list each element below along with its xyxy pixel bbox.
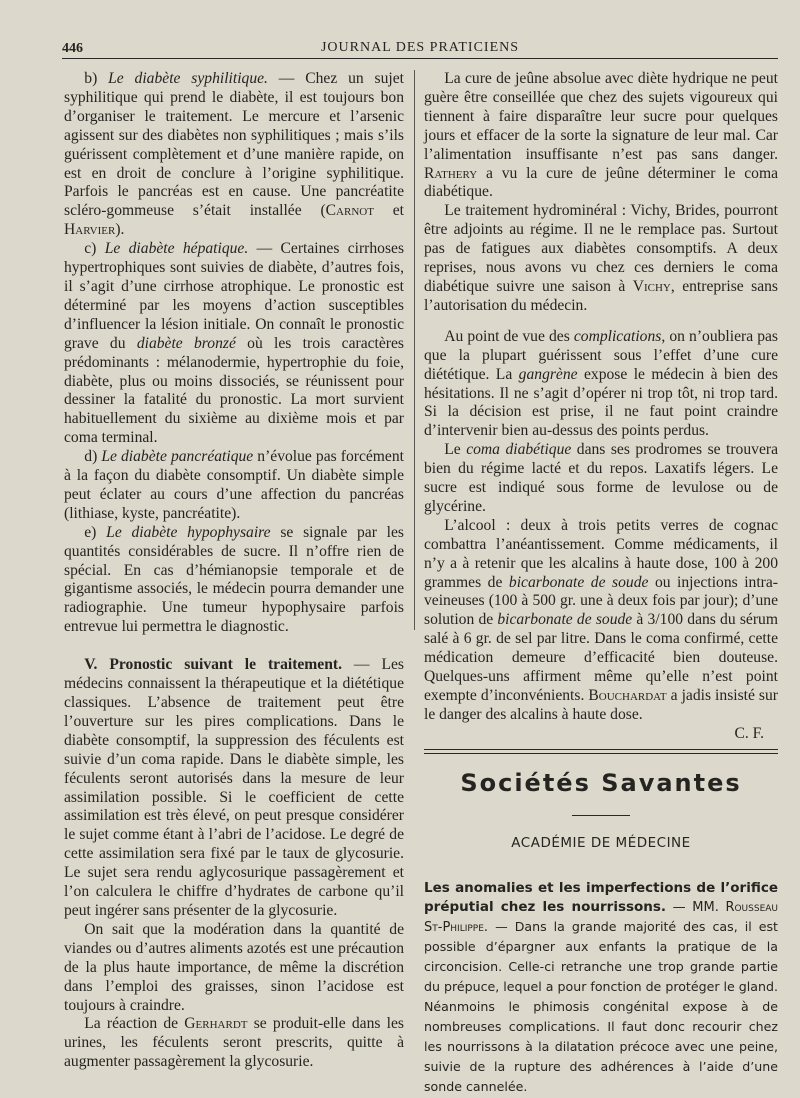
left-column — [64, 70, 404, 1072]
page-header — [62, 36, 778, 59]
academy-heading: ACADÉMIE DE MÉDECINE — [511, 834, 691, 851]
right-column — [424, 70, 778, 1098]
article-block — [424, 879, 778, 1098]
section-heading: V. Pronostic suivant le traitement. — [84, 656, 342, 674]
column-divider — [414, 70, 415, 630]
author-name: Gerhardt — [184, 1015, 248, 1033]
author-name: Carnot — [325, 202, 374, 220]
journal-title: JOURNAL DES PRATICIENS — [320, 40, 520, 55]
paragraph-alcool: L’alcool : deux à trois petits verres de cognac combattra l’anéantissement. Comme médicaments, il n’y a à retenir que les alcalins à haute dose, 100 à 200 grammes de bicarbonate de soude ou injections intra-veineuses (100 à 500 gr. une à deux fois par jour); d’une solution de bicarbonate de soude à 3/100 dans du sérum salé à 6 gr. de sel par litre. Dans le coma confirmé, cette médication demeure d’efficacité bien douteuse. Quelques-uns affirment même qu’elle n’est point exempte d’inconvénients. Bouchardat a jadis insisté sur le danger des alcalins à haute dose. — [424, 516, 778, 723]
paragraph-moderation: On sait que la modération dans la quantité de viandes ou d’autres aliments azotés est une précaution de la plus haute importance, de même la discrétion dans l’emploi des graisses, sinon l’acidose est toujours à craindre. — [64, 920, 404, 1014]
place-name: Vichy — [632, 277, 671, 295]
subsection-title: Le diabète hépatique. — [104, 240, 249, 258]
paragraph-coma: Le coma diabétique dans ses prodromes se trouvera bien du régime lacté et du repos. Laxatifs légers. Le sucre est indiqué sous forme de levulose ou de glycérine. — [424, 441, 778, 515]
paragraph-cure-jeune: La cure de jeûne absolue avec diète hydrique ne peut guère être conseillée que chez des sujets vigoureux qui tiennent à faire disparaître leur sucre pour quelques jours et effacer de la sorte la signature de leur mal. Car l’alimentation insuffisante n’est pas sans danger. Rathery a vu la cure de jeûne déterminer le coma diabétique. — [424, 70, 778, 201]
subsection-title: Le diabète hypophysaire — [106, 523, 271, 541]
paragraph-complications: Au point de vue des complications, on n’oubliera pas que la plupart guérissent sous l’effet d’une cure diététique. La gangrène expose le médecin à bien des hésitations. Il ne s’agit d’opérer ni trop tôt, ni trop tard. Si la décision est prise, il ne faut point craindre d’intervenir bien au-dessus des points perdus. — [424, 327, 778, 440]
paragraph-diabete-pancreatique: d) Le diabète pancréatique n’évolue pas forcément à la façon du diabète consomptif. Un diabète simple peut éclater au cours d’une affection du pancréas (lithiase, kyste, pancréatite). — [64, 448, 404, 522]
paragraph-gerhardt: La réaction de Gerhardt se produit-elle dans les urines, les féculents seront prescrits, quitte à augmenter passagèrement la glycosurie. — [64, 1015, 404, 1071]
author-name: Harvier — [64, 221, 116, 239]
paragraph-diabete-hepatique: c) Le diabète hépatique. — Certaines cirrhoses hypertrophiques sont suivies de diabète, d’autres fois, il s’agit d’une cirrhose atrophique. Le pronostic est déterminé par les moyens d’action susceptibles d’influencer la lésion initiale. On connaît le pronostic grave du diabète bronzé où les trois caractères prédominants : mélanodermie, hypertrophie du foie, diabète, plus ou moins dissociés, se réunissent pour dessiner la fatalité du pronostic. La mort survient habituellement du sixième au dixième mois et par coma terminal. — [64, 240, 405, 447]
paragraph-diabete-syphilitique: b) Le diabète syphilitique. — Chez un sujet syphilitique qui prend le diabète, il est toujours bon d’organiser le traitement. Le mercure et l’arsenic agissent sur des diabètes non syphilitiques ; mais s’ils guérissent complètement et d’une manière rapide, on est en droit de conclure à l’origine syphilitique. Parfois le pancréas est en cause. Une pancréatite scléro-gommeuse s’était installée (Carnot et Harvier). — [64, 70, 405, 239]
subsection-title: Le diabète syphilitique. — [108, 70, 268, 87]
article-authors: Rousseau St-Philippe. — [424, 900, 778, 936]
section-title: Sociétés Savantes — [460, 768, 742, 797]
subsection-title: Le diabète pancréatique — [101, 448, 254, 466]
author-name: Rathery — [424, 164, 478, 182]
section-rule — [424, 749, 778, 754]
paragraph-hydromineral: Le traitement hydrominéral : Vichy, Brides, pourront être adjoints au régime. Il ne le remplace pas. Surtout pas de fatigues aux diabètes consomptifs. A deux reprises, nous avons vu chez ces derniers le coma diabétique suivre une saison à Vichy, entreprise sans l’autorisation du médecin. — [424, 202, 778, 314]
author-name: Bouchardat — [588, 687, 667, 704]
article-paragraph: Les anomalies et les imperfections de l’orifice préputial chez les nourrissons. — MM. Rousseau St-Philippe. — Dans la grande majorité des cas, il est possible d’épargner aux enfants la pratique de la circoncision. Celle-ci retranche une trop grande partie du prépuce, lequel a pour fonction de protéger le gland. Néanmoins le phimosis congénital expose à de nombreuses complications. Il faut donc recourir chez les nourrissons à la dilatation précoce avec une peine, suivie de la rupture des adhérences à l’aide d’une sonde cannelée. — [424, 879, 778, 1094]
article-title: Les anomalies et les imperfections de l’orifice préputial chez les nourrissons. — [424, 879, 778, 916]
paragraph-diabete-hypophysaire: e) Le diabète hypophysaire se signale par les quantités considérables de sucre. Il n’offre rien de spécial. En cas d’hémianopsie temporale et de gigantisme associés, le médecin pourra demander une radiographie. Une tumeur hypophysaire parfois entrevue lui permettra le diagnostic. — [64, 523, 404, 636]
paragraph-pronostic-traitement: V. Pronostic suivant le traitement. — Les médecins connaissent la thérapeutique et la diététique classiques. L’absence de traitement peut être l’ouverture sur les pires complications. Dans le diabète consomptif, la suppression des féculents est suivie d’un coma rapide. Dans le diabète simple, les féculents seront autorisés dans la mesure de leur assimilation possible. Si le coefficient de cette assimilation est très élevé, on peut presque considérer le sujet comme étant à l’abri de l’acidose. Le degré de cette assimilation sera fixé par le taux de glycosurie. Le sujet sera rendu aglycosurique passagèrement et l’on calculera le chiffre d’hydrates de carbone qu’il peut ingérer sans présenter de la glycosurie. — [64, 656, 404, 919]
short-rule — [572, 815, 630, 816]
page-number: 446 — [62, 41, 83, 56]
signature: C. F. — [734, 724, 764, 742]
